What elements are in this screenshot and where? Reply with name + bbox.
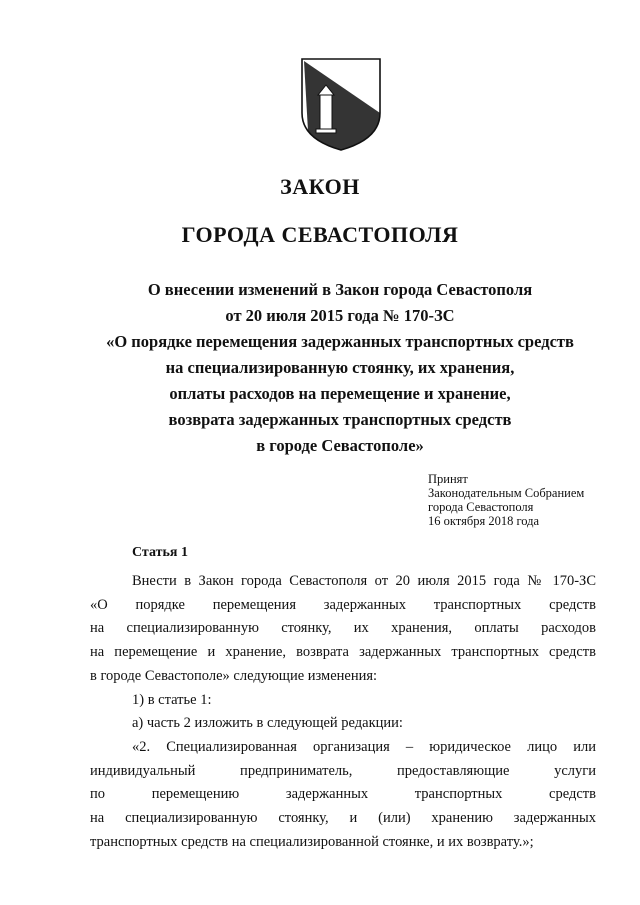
body-line: на перемещение и хранение, возврата задержанных транспортных средств	[90, 644, 596, 661]
body-line: а) часть 2 изложить в следующей редакции:	[132, 715, 403, 732]
article-body	[90, 570, 596, 854]
body-line: «О порядке перемещения задержанных транспортных средств	[90, 596, 596, 613]
body-line: индивидуальный предприниматель, предоставляющие услуги	[90, 762, 596, 779]
body-line: на специализированную стоянку, их хранения, оплаты расходов	[90, 620, 596, 637]
body-line: Внести в Закон города Севастополя от 20 июля 2015 года № 170-ЗС	[132, 573, 596, 589]
body-line: 1) в статье 1:	[132, 691, 212, 708]
body-line: на специализированную стоянку, и (или) хранению задержанных	[90, 810, 596, 827]
subtitle-line: от 20 июля 2015 года № 170-ЗС	[225, 306, 455, 325]
adoption-date: 16 октября 2018 года	[428, 514, 540, 528]
subtitle-line: в городе Севастополе»	[256, 436, 424, 455]
body-line: по перемещению задержанных транспортных средств	[90, 786, 596, 803]
coat-of-arms-icon	[298, 55, 384, 153]
law-title: ЗАКОН	[280, 174, 360, 199]
body-line: в городе Севастополе» следующие изменения:	[90, 667, 378, 684]
article-heading: Статья 1	[132, 545, 188, 560]
subtitle-line: О внесении изменений в Закон города Севастополя	[147, 280, 533, 299]
body-line: «2. Специализированная организация – юридическое лицо или	[132, 738, 596, 755]
subtitle-line: на специализированную стоянку, их хранения,	[165, 358, 515, 377]
law-subtitle	[80, 277, 600, 459]
body-line: транспортных средств на специализированной стоянке, и их возврату.»;	[90, 833, 534, 850]
adoption-line: Законодательным Собранием	[428, 486, 585, 500]
adoption-line: Принят	[428, 472, 468, 486]
subtitle-line: возврата задержанных транспортных средств	[168, 410, 512, 429]
subtitle-line: оплаты расходов на перемещение и хранение,	[169, 384, 511, 403]
subtitle-line: «О порядке перемещения задержанных транспортных средств	[106, 332, 574, 351]
law-city-title: ГОРОДА СЕВАСТОПОЛЯ	[181, 222, 459, 247]
adoption-line: города Севастополя	[428, 500, 534, 514]
adoption-note	[428, 472, 584, 528]
